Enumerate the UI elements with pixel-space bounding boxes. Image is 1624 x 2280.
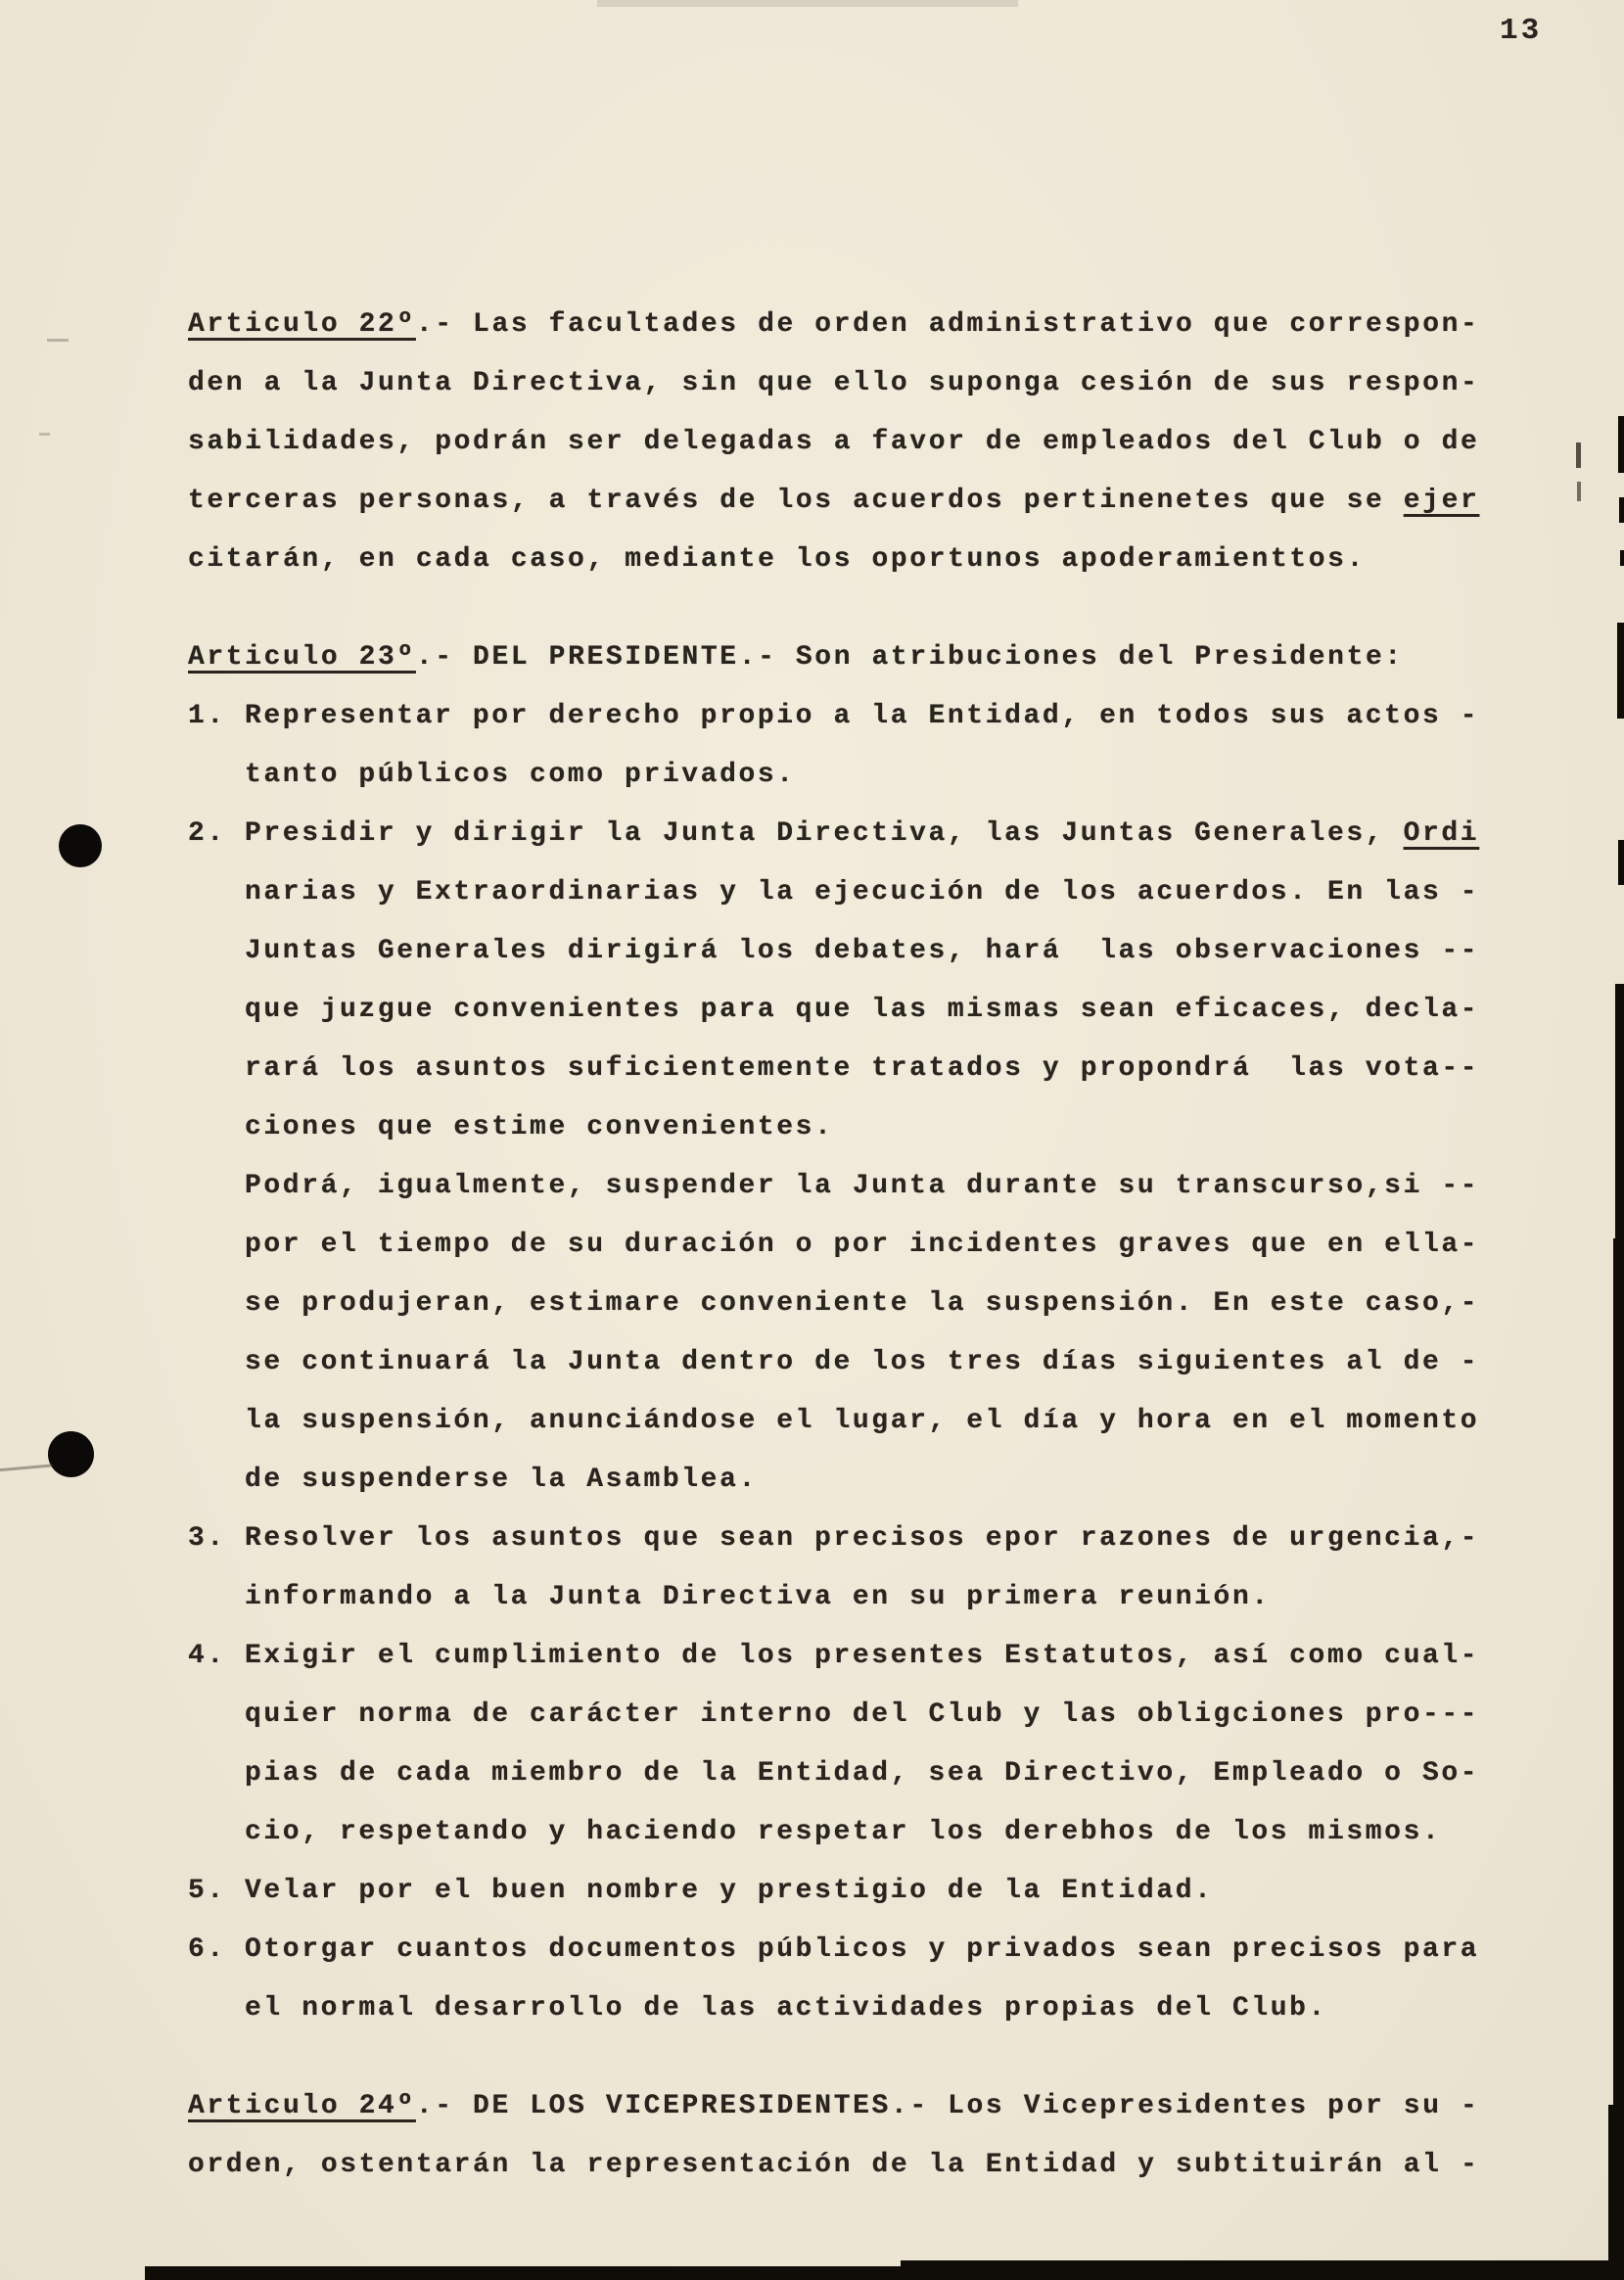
list-item-text bbox=[245, 805, 1568, 1510]
text-segment: cio, respetando y haciendo respetar los derebhos de los mismos. bbox=[245, 1817, 1442, 1847]
text-line bbox=[245, 1275, 1568, 1333]
text-line bbox=[245, 1510, 1568, 1568]
scan-edge-mark bbox=[1615, 984, 1624, 1238]
underlined-text: ejer bbox=[1403, 486, 1480, 516]
text-line bbox=[245, 1627, 1568, 1686]
list-item-text bbox=[245, 1862, 1568, 1921]
page-number: 13 bbox=[1500, 14, 1543, 48]
underlined-text: Articulo 24º bbox=[188, 2091, 416, 2121]
hole-punch-mark bbox=[59, 824, 102, 867]
text-segment: la suspensión, anunciándose el lugar, el día y hora en el momento bbox=[245, 1406, 1480, 1436]
text-line bbox=[188, 531, 1568, 589]
text-line bbox=[188, 2077, 1568, 2136]
scan-edge-mark bbox=[1620, 550, 1624, 566]
text-segment: citarán, en cada caso, mediante los oportunos apoderamienttos. bbox=[188, 544, 1366, 575]
list-item bbox=[188, 1862, 1568, 1921]
paragraph bbox=[188, 296, 1568, 589]
text-segment: .- Las facultades de orden administrativo que correspon- bbox=[415, 309, 1480, 340]
text-line bbox=[245, 922, 1568, 981]
list-item bbox=[188, 1627, 1568, 1862]
text-segment: quier norma de carácter interno del Club y las obligciones pro--- bbox=[245, 1699, 1480, 1730]
list-item bbox=[188, 1510, 1568, 1627]
paragraph bbox=[188, 628, 1568, 687]
text-segment: den a la Junta Directiva, sin que ello suponga cesión de sus respon- bbox=[188, 368, 1480, 398]
text-line bbox=[245, 1979, 1568, 2038]
text-segment: por el tiempo de su duración o por incidentes graves que en ella- bbox=[245, 1230, 1480, 1260]
underlined-text: Ordi bbox=[1403, 818, 1480, 849]
document-body bbox=[188, 296, 1568, 2195]
text-segment: narias y Extraordinarias y la ejecución de los acuerdos. En las - bbox=[245, 877, 1480, 907]
text-segment: Velar por el buen nombre y prestigio de la Entidad. bbox=[245, 1876, 1214, 1906]
text-segment: Podrá, igualmente, suspender la Junta durante su transcurso,si -- bbox=[245, 1171, 1480, 1201]
list-item-number: 5. bbox=[188, 1876, 226, 1906]
text-line bbox=[245, 1040, 1568, 1098]
text-line bbox=[188, 628, 1568, 687]
text-segment: tanto públicos como privados. bbox=[245, 760, 796, 790]
scan-bottom-strip bbox=[901, 2260, 1624, 2280]
top-edge-smudge bbox=[597, 0, 1018, 7]
text-line bbox=[245, 746, 1568, 805]
text-line bbox=[245, 1216, 1568, 1275]
paragraph-gap bbox=[188, 589, 1568, 628]
text-line bbox=[188, 472, 1568, 531]
list-item-text bbox=[245, 687, 1568, 805]
text-line bbox=[245, 1745, 1568, 1803]
scan-edge-mark bbox=[1617, 623, 1624, 719]
text-line bbox=[245, 1157, 1568, 1216]
text-segment: orden, ostentarán la representación de la Entidad y subtituirán al - bbox=[188, 2150, 1480, 2180]
text-line bbox=[188, 354, 1568, 413]
scan-edge-mark bbox=[1618, 840, 1624, 885]
list-item-number: 4. bbox=[188, 1641, 226, 1671]
text-line bbox=[245, 981, 1568, 1040]
text-segment: Exigir el cumplimiento de los presentes Estatutos, así como cual- bbox=[245, 1641, 1480, 1671]
paragraph bbox=[188, 2077, 1568, 2195]
margin-smudge bbox=[39, 433, 50, 436]
scan-edge-mark bbox=[1619, 497, 1624, 523]
hole-punch-mark bbox=[48, 1431, 94, 1477]
text-line bbox=[245, 1803, 1568, 1862]
text-line bbox=[245, 1451, 1568, 1510]
pen-stroke-mark bbox=[0, 1464, 53, 1471]
text-segment: Presidir y dirigir la Junta Directiva, las Juntas Generales, bbox=[245, 818, 1404, 849]
text-line bbox=[245, 805, 1568, 863]
list-item-text bbox=[245, 1921, 1568, 2038]
text-segment: sabilidades, podrán ser delegadas a favor de empleados del Club o de bbox=[188, 427, 1480, 457]
paragraph-gap bbox=[188, 2038, 1568, 2077]
text-segment: ciones que estime convenientes. bbox=[245, 1112, 834, 1142]
text-segment: que juzgue convenientes para que las mismas sean eficaces, decla- bbox=[245, 995, 1480, 1025]
text-line bbox=[245, 1333, 1568, 1392]
list-item bbox=[188, 805, 1568, 1510]
text-segment: Representar por derecho propio a la Entidad, en todos sus actos - bbox=[245, 701, 1480, 731]
text-line bbox=[245, 1686, 1568, 1745]
text-line bbox=[188, 413, 1568, 472]
text-line bbox=[245, 863, 1568, 922]
text-line bbox=[245, 1098, 1568, 1157]
text-line bbox=[245, 687, 1568, 746]
text-segment: de suspenderse la Asamblea. bbox=[245, 1465, 758, 1495]
underlined-text: Articulo 22º bbox=[188, 309, 416, 340]
text-segment: terceras personas, a través de los acuerdos pertinenetes que se bbox=[188, 486, 1404, 516]
text-line bbox=[188, 296, 1568, 354]
text-line bbox=[188, 2136, 1568, 2195]
scan-edge-mark bbox=[1608, 2105, 1624, 2280]
ink-spot bbox=[1576, 442, 1581, 468]
text-line bbox=[245, 1921, 1568, 1979]
list-item-text bbox=[245, 1510, 1568, 1627]
text-segment: se produjeran, estimare conveniente la suspensión. En este caso,- bbox=[245, 1288, 1480, 1319]
text-segment: Resolver los asuntos que sean precisos epor razones de urgencia,- bbox=[245, 1523, 1480, 1554]
text-segment: rará los asuntos suficientemente tratados y propondrá las vota-- bbox=[245, 1053, 1480, 1084]
text-segment: Otorgar cuantos documentos públicos y privados sean precisos para bbox=[245, 1934, 1480, 1965]
text-line bbox=[245, 1392, 1568, 1451]
text-segment: pias de cada miembro de la Entidad, sea Directivo, Empleado o So- bbox=[245, 1758, 1480, 1789]
margin-smudge bbox=[47, 339, 69, 342]
text-line bbox=[245, 1862, 1568, 1921]
text-line bbox=[245, 1568, 1568, 1627]
text-segment: se continuará la Junta dentro de los tres días siguientes al de - bbox=[245, 1347, 1480, 1377]
list-item bbox=[188, 687, 1568, 805]
list-item bbox=[188, 1921, 1568, 2038]
scan-edge-mark bbox=[1618, 416, 1624, 473]
list-item-number: 6. bbox=[188, 1934, 226, 1965]
ink-spot bbox=[1577, 482, 1581, 501]
text-segment: informando a la Junta Directiva en su primera reunión. bbox=[245, 1582, 1271, 1612]
text-segment: .- DEL PRESIDENTE.- Son atribuciones del Presidente: bbox=[415, 642, 1404, 673]
list-item-number: 1. bbox=[188, 701, 226, 731]
list-item-number: 2. bbox=[188, 818, 226, 849]
underlined-text: Articulo 23º bbox=[188, 642, 416, 673]
list-item-number: 3. bbox=[188, 1523, 226, 1554]
text-segment: el normal desarrollo de las actividades propias del Club. bbox=[245, 1993, 1327, 2024]
text-segment: Juntas Generales dirigirá los debates, hará las observaciones -- bbox=[245, 936, 1480, 966]
list-item-text bbox=[245, 1627, 1568, 1862]
text-segment: .- DE LOS VICEPRESIDENTES.- Los Vicepresidentes por su - bbox=[415, 2091, 1480, 2121]
